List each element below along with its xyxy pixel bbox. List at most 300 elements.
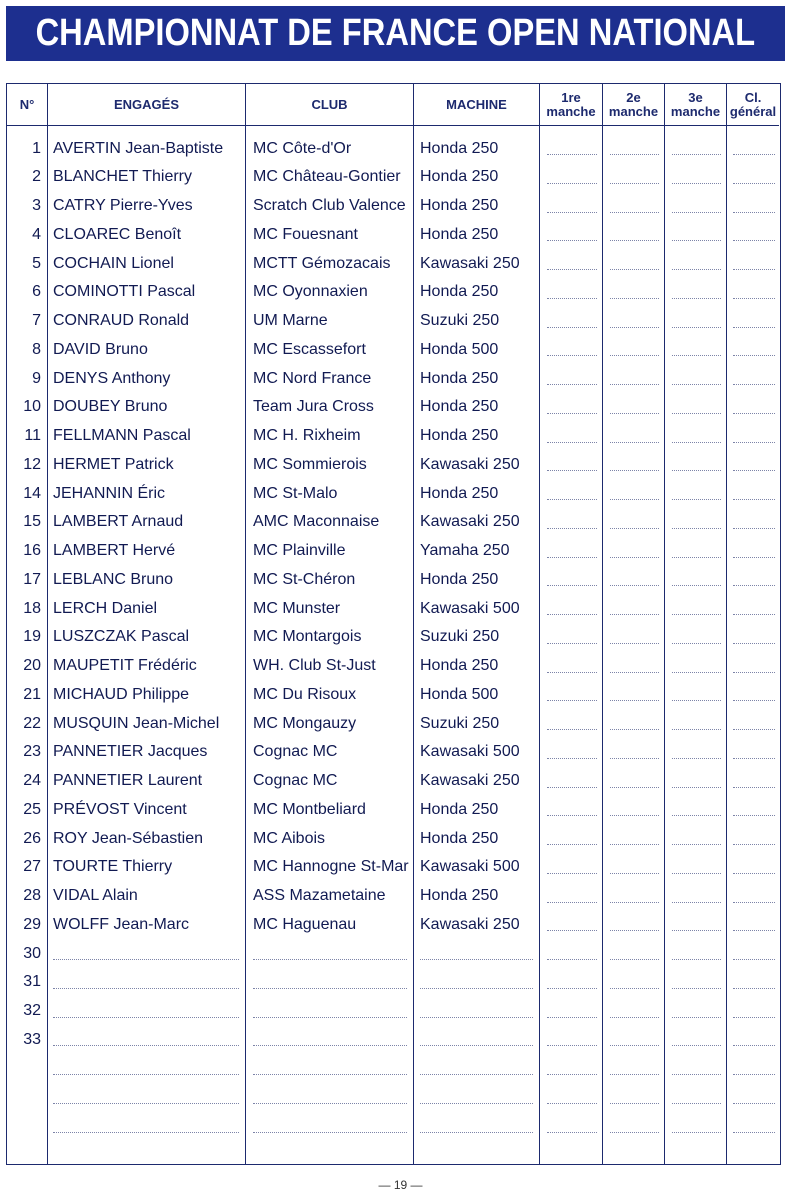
- table-row: [7, 134, 779, 163]
- fill-in-line: [672, 643, 721, 644]
- rider-machine: Suzuki 250: [420, 628, 500, 646]
- fill-in-line: [547, 240, 597, 241]
- fill-in-line: [733, 758, 775, 759]
- fill-in-line: [53, 988, 239, 989]
- header-club: CLUB: [246, 84, 414, 126]
- table-row: [7, 767, 779, 796]
- rider-machine: Kawasaki 250: [420, 513, 520, 531]
- fill-in-line: [610, 327, 659, 328]
- fill-in-line: [547, 844, 597, 845]
- rider-club: MC Montargois: [253, 628, 362, 646]
- fill-in-line: [610, 614, 659, 615]
- fill-in-line: [547, 815, 597, 816]
- row-number: 32: [23, 1002, 41, 1019]
- fill-in-line: [547, 470, 597, 471]
- fill-in-line: [733, 700, 775, 701]
- row-number: 12: [23, 455, 41, 473]
- rider-club: MC Montbeliard: [253, 800, 366, 818]
- table-row: [7, 968, 779, 997]
- fill-in-line: [733, 384, 775, 385]
- rider-club: MC H. Rixheim: [253, 427, 361, 444]
- rider-name: PANNETIER Laurent: [53, 772, 203, 789]
- fill-in-line: [253, 1103, 407, 1104]
- fill-in-line: [420, 1074, 533, 1075]
- rider-club: ASS Mazametaine: [253, 887, 386, 904]
- fill-in-line: [547, 183, 597, 184]
- fill-in-line: [672, 787, 721, 788]
- rider-name: JEHANNIN Éric: [53, 484, 166, 502]
- row-number: 3: [32, 197, 41, 214]
- rider-name: [53, 1083, 245, 1112]
- row-number: 7: [32, 312, 41, 329]
- rider-name: [53, 1054, 245, 1083]
- fill-in-line: [610, 873, 659, 874]
- fill-in-line: [547, 959, 597, 960]
- rider-club: UM Marne: [253, 312, 328, 329]
- fill-in-line: [672, 930, 721, 931]
- rider-name: [53, 997, 245, 1026]
- rider-name: DAVID Bruno: [53, 340, 148, 358]
- fill-in-line: [610, 643, 659, 644]
- fill-in-line: [610, 470, 659, 471]
- rider-name: PRÉVOST Vincent: [53, 800, 187, 818]
- row-number: 30: [23, 944, 41, 962]
- fill-in-line: [53, 1132, 239, 1133]
- fill-in-line: [672, 327, 721, 328]
- fill-in-line: [547, 1045, 597, 1046]
- fill-in-line: [547, 1103, 597, 1104]
- rider-name: HERMET Patrick: [53, 455, 174, 473]
- table-row: [7, 163, 779, 192]
- rider-club: MC Fouesnant: [253, 225, 358, 243]
- row-number: 25: [23, 800, 41, 818]
- fill-in-line: [672, 442, 721, 443]
- rider-club: [253, 1054, 413, 1083]
- rider-machine: [420, 1025, 539, 1054]
- fill-in-line: [733, 154, 775, 155]
- table-row: [7, 853, 779, 882]
- page-title: CHAMPIONNAT DE FRANCE OPEN NATIONAL: [35, 12, 756, 54]
- rider-name: COCHAIN Lionel: [53, 254, 174, 272]
- table-row: [7, 192, 779, 221]
- fill-in-line: [253, 988, 407, 989]
- table-row: [7, 278, 779, 307]
- fill-in-line: [672, 1045, 721, 1046]
- header-manche-2: 2e manche: [603, 84, 665, 126]
- fill-in-line: [547, 930, 597, 931]
- row-number: 4: [32, 225, 41, 243]
- fill-in-line: [733, 787, 775, 788]
- rider-club: MC Oyonnaxien: [253, 283, 368, 301]
- table-row: [7, 1083, 779, 1112]
- table-row: [7, 220, 779, 249]
- table-row: [7, 1025, 779, 1054]
- rider-machine: Honda 250: [420, 398, 499, 416]
- fill-in-line: [672, 240, 721, 241]
- fill-in-line: [733, 815, 775, 816]
- rider-name: CATRY Pierre-Yves: [53, 197, 193, 214]
- rider-machine: Honda 250: [420, 657, 499, 674]
- fill-in-line: [610, 585, 659, 586]
- table-row: [7, 479, 779, 508]
- rider-club: Team Jura Cross: [253, 398, 374, 416]
- fill-in-line: [672, 902, 721, 903]
- fill-in-line: [672, 700, 721, 701]
- fill-in-line: [672, 1017, 721, 1018]
- fill-in-line: [733, 1017, 775, 1018]
- table-row: [7, 997, 779, 1026]
- fill-in-line: [610, 1074, 659, 1075]
- row-number: 15: [23, 513, 41, 531]
- row-number: 20: [23, 657, 41, 674]
- fill-in-line: [420, 988, 533, 989]
- rider-name: PANNETIER Jacques: [53, 743, 208, 761]
- rider-name: VIDAL Alain: [53, 887, 138, 904]
- rider-name: [53, 968, 245, 997]
- rider-name: LERCH Daniel: [53, 599, 158, 617]
- rider-club: MC St-Malo: [253, 484, 338, 502]
- fill-in-line: [733, 729, 775, 730]
- fill-in-line: [733, 528, 775, 529]
- rider-name: LUSZCZAK Pascal: [53, 628, 190, 646]
- table-row: [7, 249, 779, 278]
- rider-name: BLANCHET Thierry: [53, 168, 192, 186]
- fill-in-line: [610, 269, 659, 270]
- fill-in-line: [733, 614, 775, 615]
- fill-in-line: [672, 528, 721, 529]
- row-number: 16: [23, 542, 41, 559]
- fill-in-line: [547, 327, 597, 328]
- fill-in-line: [547, 988, 597, 989]
- row-number: 17: [23, 570, 41, 588]
- fill-in-line: [610, 413, 659, 414]
- rider-club: MC Plainville: [253, 542, 346, 559]
- fill-in-line: [253, 959, 407, 960]
- rider-machine: [420, 968, 539, 997]
- fill-in-line: [610, 212, 659, 213]
- rider-club: AMC Maconnaise: [253, 513, 380, 531]
- rider-machine: Kawasaki 500: [420, 858, 520, 876]
- fill-in-line: [53, 1074, 239, 1075]
- rider-name: DENYS Anthony: [53, 369, 171, 387]
- fill-in-line: [610, 729, 659, 730]
- fill-in-line: [672, 384, 721, 385]
- rider-club: [253, 968, 413, 997]
- rider-machine: Honda 250: [420, 197, 499, 214]
- row-number: 26: [23, 829, 41, 847]
- table-row: [7, 824, 779, 853]
- fill-in-line: [610, 1045, 659, 1046]
- rider-club: [253, 997, 413, 1026]
- header-no: N°: [7, 84, 48, 126]
- table-row: [7, 910, 779, 939]
- fill-in-line: [610, 758, 659, 759]
- rider-machine: Kawasaki 250: [420, 254, 520, 272]
- fill-in-line: [610, 1017, 659, 1018]
- fill-in-line: [733, 1103, 775, 1104]
- fill-in-line: [672, 614, 721, 615]
- rider-name: TOURTE Thierry: [53, 858, 173, 876]
- fill-in-line: [610, 154, 659, 155]
- row-number: 5: [32, 254, 41, 272]
- rider-name: MAUPETIT Frédéric: [53, 657, 197, 674]
- rider-club: Cognac MC: [253, 772, 338, 789]
- fill-in-line: [610, 930, 659, 931]
- rider-club: MC Escassefort: [253, 340, 366, 358]
- fill-in-line: [610, 384, 659, 385]
- row-number: 28: [23, 887, 41, 904]
- fill-in-line: [420, 1045, 533, 1046]
- fill-in-line: [733, 1045, 775, 1046]
- fill-in-line: [733, 240, 775, 241]
- fill-in-line: [733, 930, 775, 931]
- fill-in-line: [672, 1103, 721, 1104]
- rider-name: AVERTIN Jean-Baptiste: [53, 139, 224, 157]
- fill-in-line: [733, 672, 775, 673]
- fill-in-line: [547, 614, 597, 615]
- fill-in-line: [547, 873, 597, 874]
- fill-in-line: [547, 499, 597, 500]
- rider-name: MUSQUIN Jean-Michel: [53, 714, 220, 732]
- rider-name: CLOAREC Benoît: [53, 225, 182, 243]
- rider-club: [253, 1025, 413, 1054]
- table-row: [7, 537, 779, 566]
- fill-in-line: [672, 815, 721, 816]
- rider-name: DOUBEY Bruno: [53, 398, 168, 416]
- fill-in-line: [610, 672, 659, 673]
- fill-in-line: [672, 298, 721, 299]
- fill-in-line: [547, 154, 597, 155]
- fill-in-line: [547, 1074, 597, 1075]
- fill-in-line: [253, 1017, 407, 1018]
- table-row: [7, 450, 779, 479]
- row-number: 10: [23, 398, 41, 416]
- row-number: 31: [23, 973, 41, 991]
- fill-in-line: [733, 643, 775, 644]
- fill-in-line: [420, 1017, 533, 1018]
- rider-club: MC Mongauzy: [253, 714, 357, 732]
- rider-name: LAMBERT Arnaud: [53, 513, 184, 531]
- fill-in-line: [547, 528, 597, 529]
- rider-machine: [420, 1112, 539, 1141]
- page-number: — 19 —: [378, 1178, 423, 1192]
- rider-club: [253, 1083, 413, 1112]
- fill-in-line: [672, 355, 721, 356]
- fill-in-line: [672, 959, 721, 960]
- rider-machine: Kawasaki 250: [420, 772, 520, 789]
- fill-in-line: [253, 1074, 407, 1075]
- rider-club: WH. Club St-Just: [253, 657, 376, 674]
- fill-in-line: [547, 643, 597, 644]
- row-number: 9: [32, 369, 41, 387]
- fill-in-line: [547, 1017, 597, 1018]
- rider-club: MC Côte-d'Or: [253, 139, 352, 157]
- rider-machine: Honda 250: [420, 887, 499, 904]
- row-number: 6: [32, 283, 41, 301]
- header-machine: MACHINE: [414, 84, 540, 126]
- fill-in-line: [547, 758, 597, 759]
- rider-machine: Honda 250: [420, 800, 499, 818]
- fill-in-line: [672, 470, 721, 471]
- table-row: [7, 623, 779, 652]
- fill-in-line: [610, 298, 659, 299]
- fill-in-line: [610, 815, 659, 816]
- table-row: [7, 882, 779, 911]
- row-number: 8: [32, 340, 41, 358]
- fill-in-line: [547, 902, 597, 903]
- fill-in-line: [610, 1103, 659, 1104]
- row-number: 23: [23, 743, 41, 761]
- rider-machine: Honda 250: [420, 168, 499, 186]
- row-number: 29: [23, 915, 41, 933]
- rider-machine: Kawasaki 500: [420, 599, 520, 617]
- fill-in-line: [733, 1074, 775, 1075]
- row-number: 18: [23, 599, 41, 617]
- row-number: 24: [23, 772, 41, 789]
- rider-machine: Honda 250: [420, 427, 499, 444]
- fill-in-line: [733, 902, 775, 903]
- rider-machine: Suzuki 250: [420, 714, 500, 732]
- rider-club: MC Haguenau: [253, 915, 357, 933]
- fill-in-line: [547, 787, 597, 788]
- fill-in-line: [733, 269, 775, 270]
- fill-in-line: [733, 355, 775, 356]
- rider-club: MC Nord France: [253, 369, 372, 387]
- rider-club: Scratch Club Valence: [253, 197, 406, 214]
- header-manche-1: 1re manche: [540, 84, 603, 126]
- rider-name: ROY Jean-Sébastien: [53, 829, 204, 847]
- table-row: [7, 1112, 779, 1141]
- rider-name: LAMBERT Hervé: [53, 542, 176, 559]
- row-number: 19: [23, 628, 41, 646]
- fill-in-line: [420, 959, 533, 960]
- fill-in-line: [733, 470, 775, 471]
- fill-in-line: [547, 585, 597, 586]
- fill-in-line: [733, 557, 775, 558]
- fill-in-line: [733, 844, 775, 845]
- fill-in-line: [733, 988, 775, 989]
- fill-in-line: [733, 499, 775, 500]
- table-row: [7, 680, 779, 709]
- fill-in-line: [733, 442, 775, 443]
- fill-in-line: [610, 844, 659, 845]
- rider-machine: Honda 250: [420, 484, 499, 502]
- table-row: [7, 364, 779, 393]
- entry-table: [6, 83, 781, 1165]
- fill-in-line: [610, 442, 659, 443]
- fill-in-line: [547, 557, 597, 558]
- fill-in-line: [420, 1132, 533, 1133]
- fill-in-line: [547, 298, 597, 299]
- table-row: [7, 335, 779, 364]
- fill-in-line: [733, 327, 775, 328]
- rider-machine: Honda 250: [420, 225, 499, 243]
- rider-club: MCTT Gémozacais: [253, 254, 391, 272]
- rider-machine: Yamaha 250: [420, 542, 510, 559]
- rider-club: MC Château-Gontier: [253, 168, 401, 186]
- row-number: 33: [23, 1030, 41, 1048]
- fill-in-line: [547, 729, 597, 730]
- rider-machine: [420, 1083, 539, 1112]
- fill-in-line: [547, 1132, 597, 1133]
- rider-name: [53, 1112, 245, 1141]
- fill-in-line: [672, 585, 721, 586]
- fill-in-line: [672, 269, 721, 270]
- fill-in-line: [547, 672, 597, 673]
- rider-machine: Honda 250: [420, 829, 499, 847]
- rider-machine: Kawasaki 250: [420, 455, 520, 473]
- table-row: [7, 709, 779, 738]
- row-number: 11: [24, 427, 41, 444]
- fill-in-line: [547, 212, 597, 213]
- fill-in-line: [610, 1132, 659, 1133]
- fill-in-line: [672, 1132, 721, 1133]
- fill-in-line: [672, 873, 721, 874]
- fill-in-line: [547, 269, 597, 270]
- table-row: [7, 422, 779, 451]
- row-number: [7, 1054, 47, 1083]
- rider-name: [53, 1025, 245, 1054]
- fill-in-line: [610, 902, 659, 903]
- rider-machine: [420, 1054, 539, 1083]
- fill-in-line: [53, 1045, 239, 1046]
- fill-in-line: [733, 212, 775, 213]
- table-row: [7, 594, 779, 623]
- rider-club: MC Sommierois: [253, 455, 367, 473]
- fill-in-line: [733, 585, 775, 586]
- fill-in-line: [53, 959, 239, 960]
- fill-in-line: [733, 959, 775, 960]
- rider-club: MC Hannogne St-Mar: [253, 858, 409, 876]
- row-number: [7, 1112, 47, 1141]
- table-row: [7, 939, 779, 968]
- rider-machine: Honda 500: [420, 340, 499, 358]
- rider-machine: Kawasaki 250: [420, 915, 520, 933]
- fill-in-line: [547, 700, 597, 701]
- fill-in-line: [672, 154, 721, 155]
- rider-machine: Honda 250: [420, 139, 499, 157]
- rider-machine: Honda 250: [420, 570, 499, 588]
- rider-machine: [420, 939, 539, 968]
- fill-in-line: [672, 212, 721, 213]
- fill-in-line: [610, 499, 659, 500]
- fill-in-line: [672, 413, 721, 414]
- fill-in-line: [547, 384, 597, 385]
- rider-club: MC St-Chéron: [253, 570, 356, 588]
- fill-in-line: [610, 787, 659, 788]
- fill-in-line: [733, 183, 775, 184]
- rider-machine: Honda 250: [420, 369, 499, 387]
- fill-in-line: [672, 1074, 721, 1075]
- rider-name: WOLFF Jean-Marc: [53, 915, 190, 933]
- header-classement: Cl. général: [729, 90, 777, 119]
- fill-in-line: [610, 355, 659, 356]
- row-number: 27: [23, 858, 41, 876]
- row-number: 21: [23, 685, 41, 703]
- fill-in-line: [672, 729, 721, 730]
- rider-machine: [420, 997, 539, 1026]
- rider-name: [53, 939, 245, 968]
- fill-in-line: [610, 240, 659, 241]
- rider-name: FELLMANN Pascal: [53, 427, 191, 444]
- table-row: [7, 565, 779, 594]
- fill-in-line: [53, 1017, 239, 1018]
- fill-in-line: [672, 988, 721, 989]
- rider-club: MC Munster: [253, 599, 341, 617]
- row-number: 1: [32, 139, 41, 157]
- table-row: [7, 1054, 779, 1083]
- fill-in-line: [547, 442, 597, 443]
